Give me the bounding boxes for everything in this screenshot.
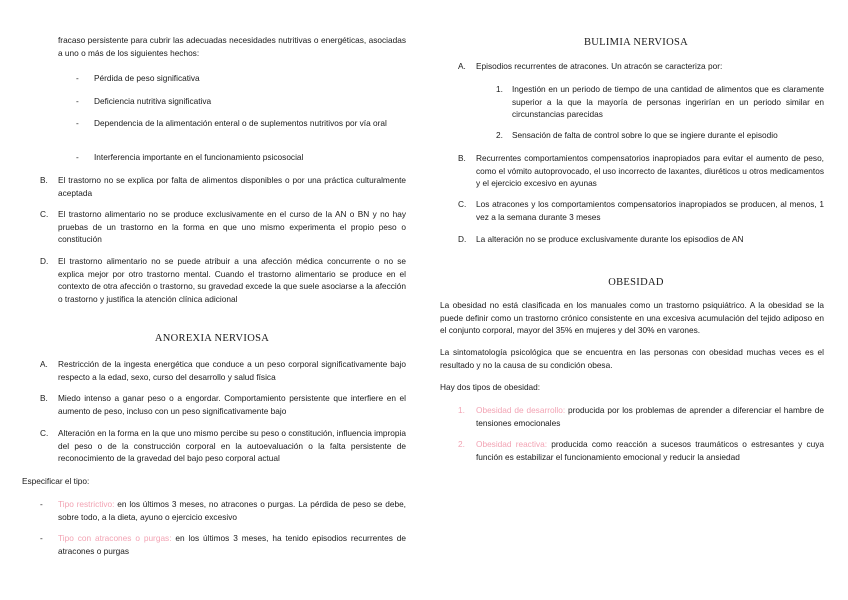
intro-paragraph: fracaso persistente para cubrir las adecuadas necesidades nutritivas o energéticas, asociadas a uno o más de los siguientes hechos: [58,35,406,58]
bullet-item: Dependencia de la alimentación enteral o de suplementos nutritivos por vía oral [94,118,387,128]
obesidad-paragraph: La obesidad no está clasificada en los manuales como un trastorno psiquiátrico. A la obesidad se la puede definir como un trastorno crónico consistente en una excesiva acumulación del tejido adiposo en el conjunto corporal, mayor del 35% en mujeres y del 30% en varones. [440,300,824,336]
item-text: El trastorno alimentario no se produce exclusivamente en el curso de la AN o BN y no hay pruebas de un trastorno en la forma en que uno mismo experimenta el propio peso o constitución [58,209,406,245]
bullet-dash: - [76,152,79,162]
bullet-item: Interferencia importante en el funcionamiento psicosocial [94,152,304,162]
item-label: C. [40,209,49,219]
item-label: B. [40,175,48,185]
specify-label: Especificar el tipo: [22,476,90,486]
type-item [476,438,824,463]
type-item [476,404,824,429]
obesidad-paragraph: La sintomatología psicológica que se encuentra en las personas con obesidad muchas veces es el resultado y no la causa de su condición obesa. [440,347,824,370]
obesidad-title: OBESIDAD [608,277,664,288]
item-text: La alteración no se produce exclusivamente durante los episodios de AN [476,234,744,244]
item-label: D. [40,256,49,266]
bullet-item: Pérdida de peso significativa [94,73,200,83]
item-label: A. [458,61,466,71]
type-label: 2. [458,439,465,449]
type-label: 1. [458,405,465,415]
bullet-dash: - [40,499,43,509]
item-label: D. [458,234,467,244]
item-label: C. [40,428,49,438]
bullet-item: Deficiencia nutritiva significativa [94,96,212,106]
bullet-dash: - [76,96,79,106]
item-label: C. [458,199,467,209]
item-label: B. [458,153,466,163]
type-name: Tipo restrictivo: [58,499,115,509]
item-text: El trastorno no se explica por falta de alimentos disponibles o por una práctica culturalmente aceptada [58,175,406,198]
item-text: Miedo intenso a ganar peso o a engordar. Comportamiento persistente que interfiere en el aumento de peso, incluso con un peso significativamente bajo [58,393,406,416]
item-text: El trastorno alimentario no se puede atribuir a una afección médica concurrente o no se explica mejor por otro trastorno mental. Cuando el trastorno alimentario se produce en el contexto de otra afección o trastorno, su gravedad excede la que suele asociarse a la afección o trastorno y justifica la atención clínica adicional [58,256,406,304]
item-text: Episodios recurrentes de atracones. Un atracón se caracteriza por: [476,61,723,71]
item-text: Recurrentes comportamientos compensatorios inapropiados para evitar el aumento de peso, como el vómito autoprovocado, el uso incorrecto de laxantes, diuréticos u otros medicamentos y el ejercicio excesivo en ayunas [476,153,824,189]
bullet-dash: - [76,73,79,83]
type-text: en los últimos 3 meses, ha tenido episodios recurrentes de atracones o purgas [58,533,407,556]
item-text: Alteración en la forma en la que uno mismo percibe su peso o constitución, influencia impropia del peso o de la construcción corporal en la autoevaluación o la falta persistente de reconocimiento de la gravedad del bajo peso corporal actual [58,428,406,464]
type-name: Obesidad reactiva: [476,439,548,449]
subitem-label: 2. [496,130,503,140]
item-label: B. [40,393,48,403]
bullet-dash: - [40,533,43,543]
item-label: A. [40,359,48,369]
type-text: producida como reacción a sucesos traumáticos o estresantes y cuya función es estabilizar el funcionamiento emocional y reducir la ansiedad [476,439,824,462]
type-text: en los últimos 3 meses, no atracones o purgas. La pérdida de peso se debe, sobre todo, a la dieta, ayuno o ejercicio excesivo [58,499,406,522]
subitem-label: 1. [496,84,503,94]
type-item [58,532,406,557]
subitem-text: Sensación de falta de control sobre lo que se ingiere durante el episodio [512,130,778,140]
subitem-text: Ingestión en un periodo de tiempo de una cantidad de alimentos que es claramente superior a la que la mayoría de personas ingerirían en un periodo similar en circunstancias parecidas [512,84,824,120]
anorexia-title: ANOREXIA NERVIOSA [154,333,270,344]
type-item [58,498,406,523]
obesidad-paragraph: Hay dos tipos de obesidad: [440,382,541,392]
type-text: producida por los problemas de aprender a diferenciar el hambre de tensiones emocionales [476,405,825,428]
item-text: Restricción de la ingesta energética que conduce a un peso corporal significativamente bajo respecto a la edad, sexo, curso del desarrollo y salud física [58,359,406,382]
bullet-dash: - [76,118,79,128]
type-name: Tipo con atracones o purgas: [58,533,172,543]
type-name: Obesidad de desarrollo: [476,405,566,415]
bulimia-title: BULIMIA NERVIOSA [583,37,688,48]
item-text: Los atracones y los comportamientos compensatorios inapropiados se producen, al menos, 1 vez a la semana durante 3 meses [476,199,824,222]
